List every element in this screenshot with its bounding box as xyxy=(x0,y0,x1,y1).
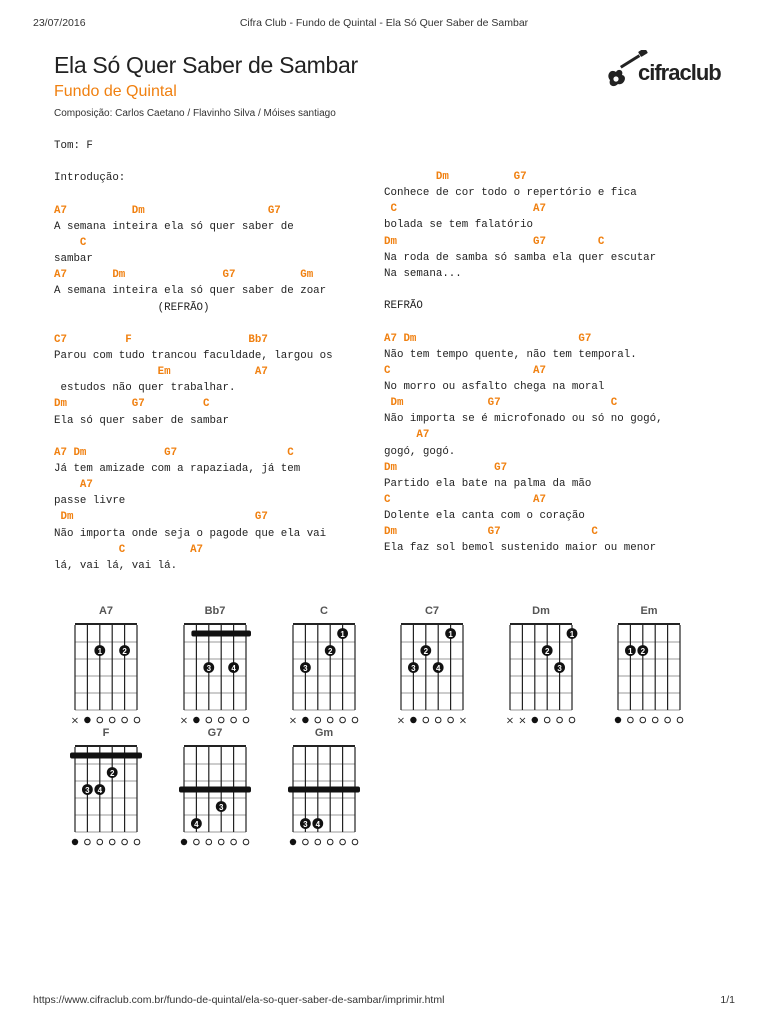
chord-line: A7 Dm G7 xyxy=(54,204,281,217)
chord-line: Dm G7 C xyxy=(384,235,605,248)
chord-line: Dm G7 xyxy=(54,511,268,524)
open-string-marker xyxy=(340,717,346,723)
chord-line: C A7 xyxy=(384,203,546,216)
root-string-marker xyxy=(532,717,538,723)
open-string-marker xyxy=(122,839,128,845)
finger-number: 4 xyxy=(231,664,236,673)
finger-number: 3 xyxy=(218,803,224,812)
open-string-marker xyxy=(243,839,249,845)
chord-diagram-svg xyxy=(288,603,364,727)
root-string-marker xyxy=(290,839,296,845)
print-page-title: Cifra Club - Fundo de Quintal - Ela Só Quer Saber de Sambar xyxy=(239,17,529,29)
chord-diagram-svg xyxy=(396,603,472,727)
lyric-line: Não importa onde seja o pagode que ela vai xyxy=(54,527,327,540)
root-string-marker xyxy=(181,839,187,845)
chord-diagram-name: F xyxy=(102,727,110,739)
chord-diagram-svg xyxy=(179,725,255,845)
finger-number: 3 xyxy=(303,820,308,829)
chord-diagram-gm xyxy=(288,725,364,850)
logo-wordmark: cifraclub xyxy=(638,60,721,85)
finger-number: 3 xyxy=(206,664,212,673)
finger-number: 1 xyxy=(569,630,575,639)
open-string-marker xyxy=(109,717,115,723)
finger-number: 1 xyxy=(448,630,453,639)
open-string-marker xyxy=(448,717,454,723)
lyric-line: Ela faz sol bemol sustenido maior ou menor xyxy=(384,542,657,555)
barre xyxy=(70,753,142,759)
open-string-marker xyxy=(677,717,683,723)
chord-diagram-em xyxy=(613,603,689,728)
artist-name: Fundo de Quintal xyxy=(54,83,177,100)
finger-number: 3 xyxy=(411,664,416,673)
open-string-marker xyxy=(303,839,309,845)
muted-string-marker: × xyxy=(179,715,189,727)
nut xyxy=(184,745,246,747)
lyric-line: Parou com tudo trancou faculdade, largou os xyxy=(54,349,333,362)
chord-diagram-bb7 xyxy=(179,603,255,728)
root-string-marker xyxy=(615,717,621,723)
chord-diagram-c xyxy=(288,603,364,728)
open-string-marker xyxy=(97,717,103,723)
chord-diagram-name: Bb7 xyxy=(204,605,226,617)
open-string-marker xyxy=(109,839,115,845)
root-string-marker xyxy=(72,839,78,845)
chord-line: C7 F Bb7 xyxy=(54,333,268,346)
print-url: https://www.cifraclub.com.br/fundo-de-quintal/ela-so-quer-saber-de-sambar/imprimir.html xyxy=(33,994,445,1006)
chord-line: Em A7 xyxy=(54,366,268,379)
finger-number: 1 xyxy=(340,630,345,639)
open-string-marker xyxy=(352,717,358,723)
finger-number: 3 xyxy=(85,786,90,795)
open-string-marker xyxy=(194,839,200,845)
chord-line: A7 Dm G7 Gm xyxy=(54,269,314,282)
root-string-marker xyxy=(410,717,416,723)
open-string-marker xyxy=(352,839,358,845)
lyric-line: Na semana... xyxy=(384,267,462,280)
chord-line: A7 xyxy=(54,479,93,492)
chord-diagram-a7 xyxy=(70,603,146,728)
nut xyxy=(401,623,463,625)
open-string-marker xyxy=(134,717,140,723)
muted-string-marker: × xyxy=(505,715,515,727)
finger-number: 2 xyxy=(327,647,333,656)
lyric-line: bolada se tem falatório xyxy=(384,219,534,232)
nut xyxy=(184,623,246,625)
page-number: 1/1 xyxy=(720,994,735,1006)
open-string-marker xyxy=(97,839,103,845)
lyric-line: REFRÃO xyxy=(384,300,423,313)
muted-string-marker: × xyxy=(288,715,298,727)
finger-number: 4 xyxy=(194,820,199,829)
lyric-line: Na roda de samba só samba ela quer escutar xyxy=(384,251,657,264)
chord-line: C A7 xyxy=(54,543,204,556)
chord-line: Dm G7 C xyxy=(54,398,210,411)
chord-diagram-name: Dm xyxy=(532,605,550,617)
open-string-marker xyxy=(640,717,646,723)
open-string-marker xyxy=(628,717,634,723)
chord-line: Dm G7 xyxy=(384,461,508,474)
chord-diagram-g7 xyxy=(179,725,255,850)
open-string-marker xyxy=(423,717,429,723)
cifraclub-logo xyxy=(604,50,744,94)
barre xyxy=(179,787,251,793)
open-string-marker xyxy=(243,717,249,723)
lyric-line: Introdução: xyxy=(54,172,126,185)
chord-diagram-dm xyxy=(505,603,581,728)
barre xyxy=(191,631,251,637)
lyric-line: Não tem tempo quente, não tem temporal. xyxy=(384,348,637,361)
open-string-marker xyxy=(85,839,91,845)
lyric-line: lá, vai lá, vai lá. xyxy=(54,559,178,572)
finger-number: 4 xyxy=(97,786,103,795)
nut xyxy=(293,623,355,625)
nut xyxy=(75,623,137,625)
open-string-marker xyxy=(327,717,333,723)
lyric-line: estudos não quer trabalhar. xyxy=(54,382,236,395)
chord-line: A7 Dm G7 xyxy=(384,332,592,345)
lyric-line: A semana inteira ela só quer saber de xyxy=(54,220,294,233)
lyric-line: Ela só quer saber de sambar xyxy=(54,414,229,427)
barre xyxy=(288,787,360,793)
chord-line: C xyxy=(54,236,87,249)
chord-diagram-name: Em xyxy=(640,605,658,617)
chord-diagram-svg xyxy=(70,603,146,727)
chord-line: Dm G7 C xyxy=(384,526,598,539)
open-string-marker xyxy=(218,839,224,845)
chord-line: C A7 xyxy=(384,364,546,377)
finger-number: 3 xyxy=(557,664,562,673)
nut xyxy=(75,745,137,747)
root-string-marker xyxy=(193,717,199,723)
lyric-line: Não importa se é microfonado ou só no gogó, xyxy=(384,413,663,426)
chord-diagram-name: C xyxy=(320,605,328,617)
finger-number: 1 xyxy=(97,647,103,656)
muted-string-marker: × xyxy=(70,715,80,727)
muted-string-marker: × xyxy=(458,715,468,727)
composer-credits: Composição: Carlos Caetano / Flavinho Silva / Móises santiago xyxy=(54,108,336,119)
open-string-marker xyxy=(122,717,128,723)
chord-diagram-f xyxy=(70,725,146,850)
chord-diagram-svg xyxy=(613,603,689,723)
chord-line: A7 xyxy=(384,429,430,442)
chord-diagram-svg xyxy=(505,603,581,727)
open-string-marker xyxy=(557,717,563,723)
chord-line: Dm G7 C xyxy=(384,397,618,410)
root-string-marker xyxy=(302,717,308,723)
open-string-marker xyxy=(134,839,140,845)
lyric-line: passe livre xyxy=(54,495,126,508)
finger-number: 2 xyxy=(122,647,127,656)
open-string-marker xyxy=(340,839,346,845)
muted-string-marker: × xyxy=(518,715,527,727)
open-string-marker xyxy=(206,839,212,845)
lyric-line: No morro ou asfalto chega na moral xyxy=(384,380,605,393)
open-string-marker xyxy=(218,717,224,723)
lyric-line: Tom: F xyxy=(54,140,93,152)
chord-line: C A7 xyxy=(384,494,546,506)
print-date: 23/07/2016 xyxy=(33,17,86,29)
open-string-marker xyxy=(544,717,550,723)
finger-number: 1 xyxy=(628,647,633,656)
lyric-line: (REFRÃO) xyxy=(54,301,210,314)
finger-number: 3 xyxy=(303,664,308,673)
finger-number: 2 xyxy=(423,647,429,656)
chord-diagram-name: Gm xyxy=(314,727,334,739)
nut xyxy=(510,623,572,625)
chord-diagram-svg xyxy=(179,603,255,727)
lyric-line: Já tem amizade com a rapaziada, já tem xyxy=(54,463,301,475)
finger-number: 2 xyxy=(109,769,115,778)
lyric-line: Partido ela bate na palma da mão xyxy=(384,477,592,490)
chord-line: Dm G7 xyxy=(384,171,527,183)
finger-number: 2 xyxy=(544,647,550,656)
open-string-marker xyxy=(315,839,321,845)
open-string-marker xyxy=(231,839,237,845)
chord-diagram-name: C7 xyxy=(424,605,440,617)
open-string-marker xyxy=(315,717,321,723)
open-string-marker xyxy=(569,717,575,723)
nut xyxy=(293,745,355,747)
muted-string-marker: × xyxy=(396,715,406,727)
lyric-line: gogó, gogó. xyxy=(384,445,456,458)
lyric-line: Dolente ela canta com o coração xyxy=(384,510,585,523)
lyric-line: sambar xyxy=(54,253,93,266)
finger-number: 4 xyxy=(435,664,441,673)
chord-diagram-c7 xyxy=(396,603,472,728)
chord-line: A7 Dm G7 C xyxy=(54,446,294,459)
finger-number: 2 xyxy=(640,647,646,656)
song-title: Ela Só Quer Saber de Sambar xyxy=(54,52,358,78)
open-string-marker xyxy=(231,717,237,723)
root-string-marker xyxy=(84,717,90,723)
chord-diagram-svg xyxy=(70,725,146,845)
open-string-marker xyxy=(435,717,441,723)
open-string-marker xyxy=(327,839,333,845)
chord-diagram-svg xyxy=(288,725,364,845)
finger-number: 4 xyxy=(315,820,321,829)
open-string-marker xyxy=(206,717,212,723)
chord-diagram-name: A7 xyxy=(98,605,114,617)
open-string-marker xyxy=(652,717,658,723)
lyric-line: Conhece de cor todo o repertório e fica xyxy=(384,187,637,200)
lyric-line: A semana inteira ela só quer saber de zoar xyxy=(54,285,327,298)
chord-diagram-name: G7 xyxy=(207,727,223,739)
open-string-marker xyxy=(665,717,671,723)
nut xyxy=(618,623,680,625)
